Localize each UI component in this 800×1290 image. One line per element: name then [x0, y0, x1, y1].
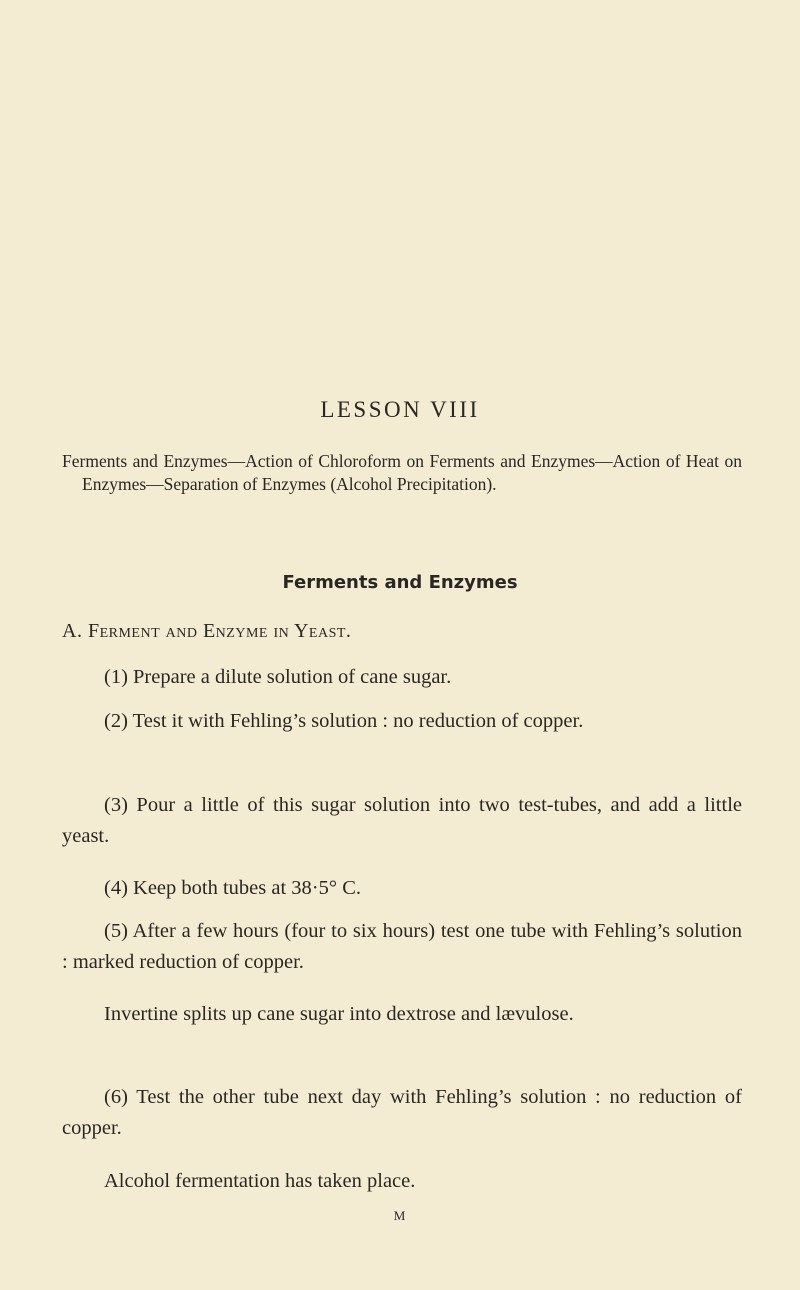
lesson-summary: Ferments and Enzymes—Action of Chloroform on Ferments and Enzymes—Action of Heat on Enzymes—Separation of Enzymes (Alcohol Precipitation). [62, 451, 742, 494]
subsection-heading [62, 620, 351, 643]
invertine-note: Invertine splits up cane sugar into dextrose and lævulose. [104, 1003, 574, 1025]
step-4: (4) Keep both tubes at 38·5° C. [104, 877, 361, 899]
step-2: (2) Test it with Fehling’s solution : no reduction of copper. [104, 710, 584, 732]
subsection-letter: A. [62, 620, 83, 642]
step-6: (6) Test the other tube next day with Fehling’s solution : no reduction of copper. [62, 1086, 742, 1139]
section-heading: Ferments and Enzymes [282, 572, 518, 593]
subsection-title: Ferment and Enzyme in Yeast. [87, 620, 352, 642]
step-5: (5) After a few hours (four to six hours) test one tube with Fehling’s solution : marked reduction of copper. [62, 920, 742, 973]
alcohol-note: Alcohol fermentation has taken place. [104, 1170, 416, 1192]
signature-mark: M [393, 1208, 407, 1223]
step-1: (1) Prepare a dilute solution of cane sugar. [104, 666, 452, 688]
lesson-title: LESSON VIII [320, 397, 480, 422]
step-3: (3) Pour a little of this sugar solution into two test-tubes, and add a little yeast. [62, 794, 742, 847]
